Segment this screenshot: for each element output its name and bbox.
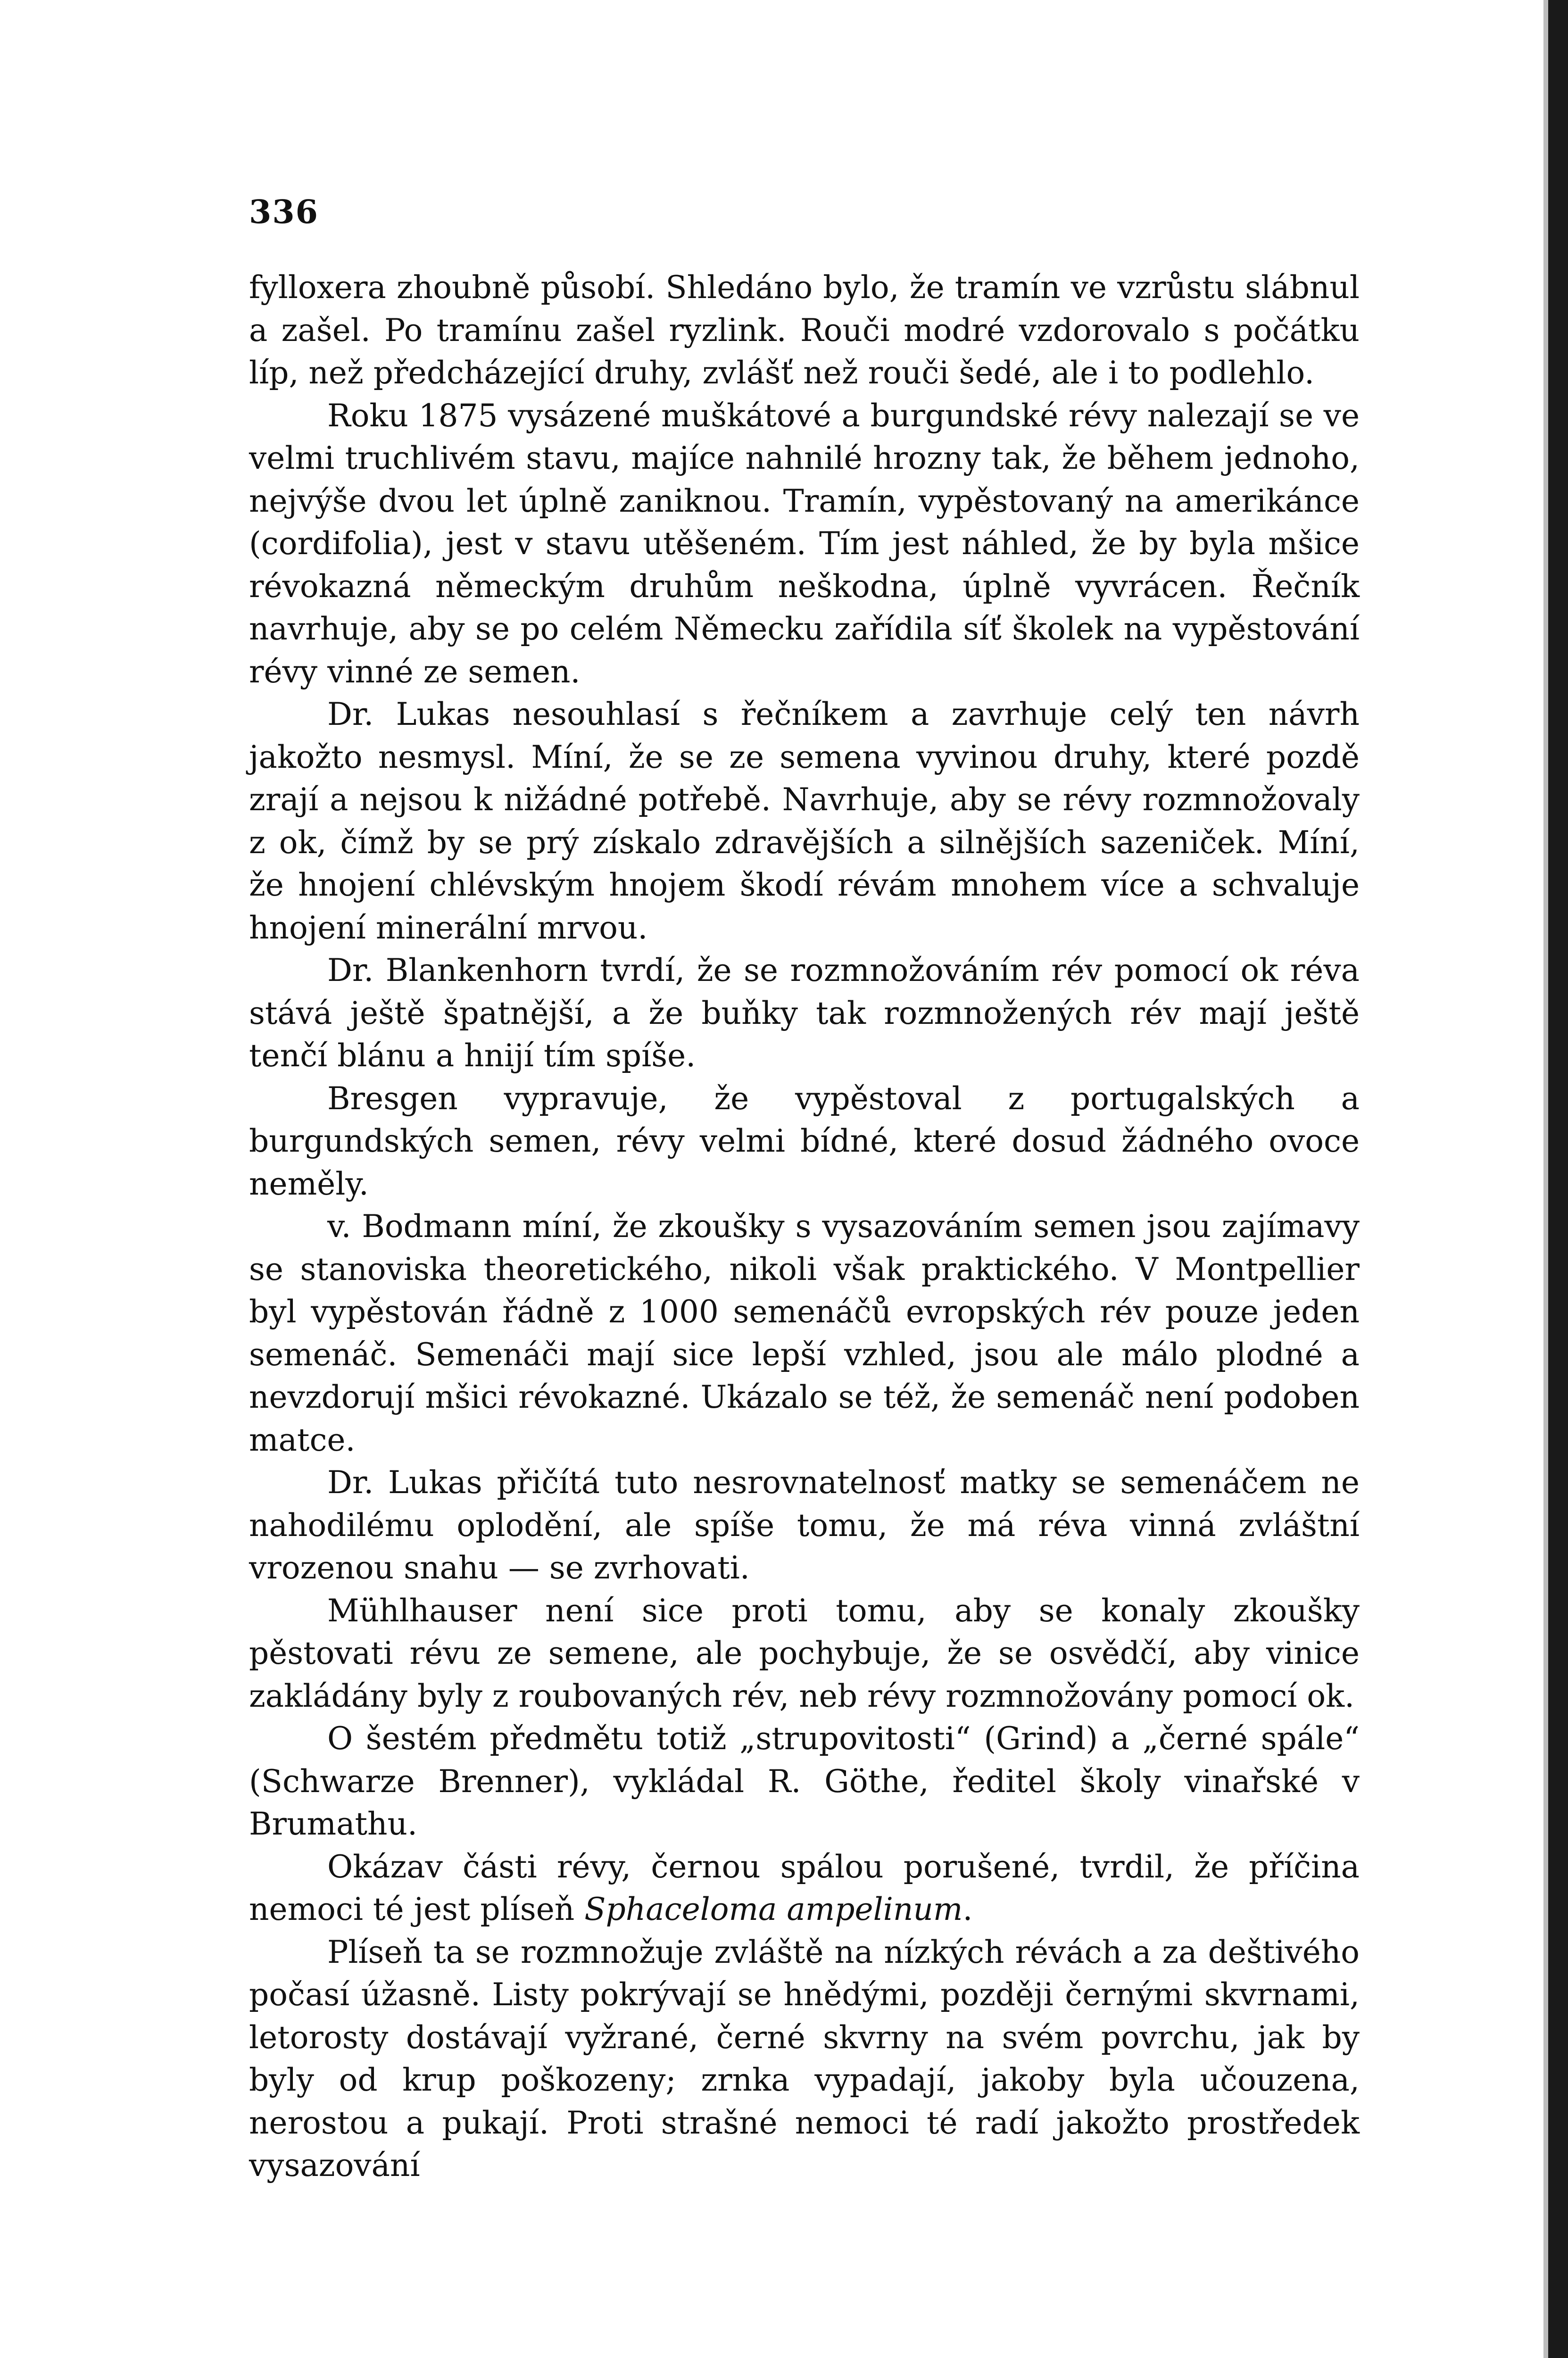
paragraph-text: O šestém předmětu totiž „strupovitosti“ (Grind) a „černé spále“ (Schwarze Brenner), vykládal R. Göthe, ředitel školy vinařské v Brumathu.	[249, 1720, 1360, 1842]
paragraph	[249, 1205, 1360, 1461]
paragraph-text: fylloxera zhoubně působí. Shledáno bylo, že tramín ve vzrůstu slábnul a zašel. Po tramínu zašel ryzlink. Rouči modré vzdorovalo s počátku líp, než předcházející druhy, zvlášť než rouči šedé, ale i to podlehlo.	[249, 269, 1360, 391]
paragraph	[249, 949, 1360, 1078]
paragraph-text: Mühlhauser není sice proti tomu, aby se konaly zkoušky pěstovati révu ze semene, ale pochybuje, že se osvědčí, aby vinice zakládány byly z roubovaných rév, neb révy rozmnožovány pomocí ok.	[249, 1592, 1360, 1714]
paragraph-text: Roku 1875 vysázené muškátové a burgundské révy nalezají se ve velmi truchlivém stavu, majíce nahnilé hrozny tak, že během jednoho, nejvýše dvou let úplně zaniknou. Tramín, vypěstovaný na amerikánce (cordifolia), jest v stavu utěšeném. Tím jest náhled, že by byla mšice révokazná německým druhům neškodna, úplně vyvrácen. Řečník navrhuje, aby se po celém Německu zařídila síť školek na vypěstování révy vinné ze semen.	[249, 397, 1360, 690]
paragraph	[249, 1461, 1360, 1590]
page-edge	[1548, 0, 1568, 2358]
paragraph	[249, 1718, 1360, 1846]
paragraph-text: Dr. Lukas nesouhlasí s řečníkem a zavrhuje celý ten návrh jakožto nesmysl. Míní, že se ze semena vyvinou druhy, které pozdě zrají a nejsou k nižádné potřebě. Navrhuje, aby se révy rozmnožovaly z ok, čímž by se prý získalo zdravějších a silnějších sazeniček. Míní, že hnojení chlévským hnojem škodí révám mnohem více a schvaluje hnojení minerální mrvou.	[249, 696, 1360, 946]
page-edge-shadow	[1543, 0, 1548, 2358]
page-number: 336	[249, 193, 319, 231]
paragraph-text: Bresgen vypravuje, že vypěstoval z portugalských a burgundských semen, révy velmi bídné, které dosud žádného ovoce neměly.	[249, 1080, 1360, 1202]
paragraph	[249, 1931, 1360, 2187]
species-name: Sphaceloma ampelinum	[584, 1891, 963, 1927]
text-body	[249, 266, 1360, 2187]
paragraph	[249, 395, 1360, 694]
paragraph-text: Dr. Lukas přičítá tuto nesrovnatelnosť matky se semenáčem ne nahodilému oplodění, ale spíše tomu, že má réva vinná zvláštní vrozenou snahu — se zvrhovati.	[249, 1464, 1360, 1586]
paragraph	[249, 1846, 1360, 1931]
paragraph-text: Dr. Blankenhorn tvrdí, že se rozmnožováním rév pomocí ok réva stává ještě špatnější, a že buňky tak rozmnožených rév mají ještě tenčí blánu a hnijí tím spíše.	[249, 952, 1360, 1074]
paragraph-text: Okázav části révy, černou spálou porušené, tvrdil, že příčina nemoci té jest plíseň	[249, 1848, 1360, 1927]
paragraph-text: Plíseň ta se rozmnožuje zvláště na nízkých révách a za deštivého počasí úžasně. Listy pokrývají se hnědými, později černými skvrnami, letorosty dostávají vyžrané, černé skvrny na svém povrchu, jak by byly od krup poškozeny; zrnka vypadají, jakoby byla učouzena, nerostou a pukají. Proti strašné nemoci té radí jakožto prostředek vysazování	[249, 1934, 1360, 2184]
paragraph	[249, 693, 1360, 949]
paragraph-text: .	[962, 1891, 973, 1927]
paragraph-text: v. Bodmann míní, že zkoušky s vysazováním semen jsou zajímavy se stanoviska theoretického, nikoli však praktického. V Montpellier byl vypěstován řádně z 1000 semenáčů evropských rév pouze jeden semenáč. Semenáči mají sice lepší vzhled, jsou ale málo plodné a nevzdorují mšici révokazné. Ukázalo se též, že semenáč není podoben matce.	[249, 1208, 1360, 1458]
paragraph	[249, 1590, 1360, 1718]
paragraph	[249, 1078, 1360, 1206]
paragraph	[249, 266, 1360, 395]
